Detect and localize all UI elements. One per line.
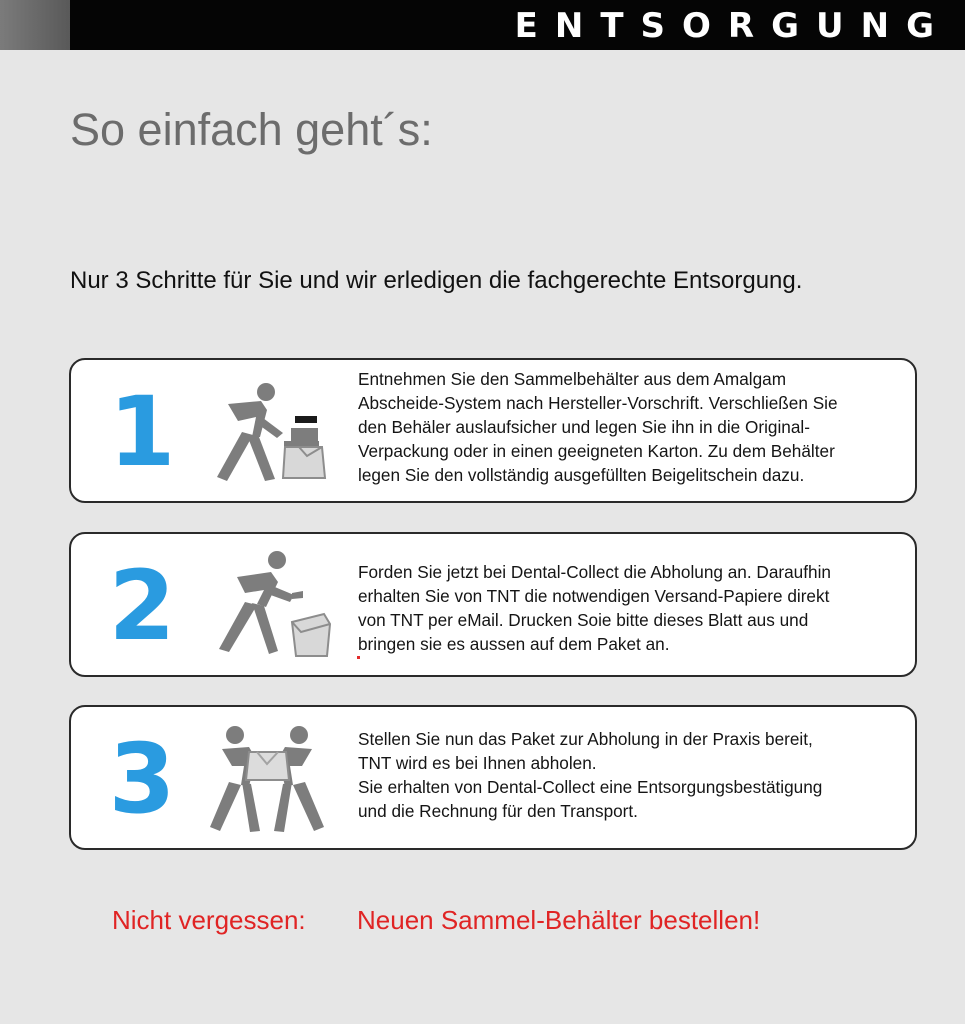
page-title: So einfach geht´s: xyxy=(70,104,433,155)
page-subtitle: Nur 3 Schritte für Sie und wir erledigen die fachgerechte Entsorgung. xyxy=(70,267,803,294)
person-labeling-box-icon xyxy=(203,548,343,664)
step-number-1: 1 xyxy=(108,376,176,488)
step-card-2 xyxy=(69,532,917,677)
step-number-3: 3 xyxy=(108,723,176,835)
header-title: ENTSORGUNG xyxy=(514,6,951,46)
step-number-2: 2 xyxy=(108,550,176,662)
step-description-3: Stellen Sie nun das Paket zur Abholung in der Praxis bereit, TNT wird es bei Ihnen abholen. Sie erhalten von Dental-Collect eine Entsorgungsbestätigung und die Rechnung für den Transport. xyxy=(358,729,823,821)
two-people-carrying-box-icon xyxy=(203,721,343,837)
reminder-text: Neuen Sammel-Behälter bestellen! xyxy=(357,905,761,935)
header-bar xyxy=(0,0,965,50)
step-description-1: Entnehmen Sie den Sammelbehälter aus dem Amalgam Abscheide-System nach Hersteller-Vorschrift. Verschließen Sie den Behäler auslaufsicher und legen Sie ihn in die Original- Verpackung oder in einen geeigneten Karton. Zu dem Behälter legen Sie den vollständig ausgefüllten Beigelitschein dazu. xyxy=(358,369,838,485)
red-dot-marker xyxy=(357,656,360,659)
step-description-2: Forden Sie jetzt bei Dental-Collect die Abholung an. Daraufhin erhalten Sie von TNT die notwendigen Versand-Papiere direkt von TNT per eMail. Drucken Soie bitte dieses Blatt aus und bringen sie es aussen auf dem Paket an. xyxy=(358,562,831,654)
reminder-label: Nicht vergessen: xyxy=(112,905,306,935)
person-packing-box-icon xyxy=(203,374,343,490)
step-card-3 xyxy=(69,705,917,850)
step-card-1 xyxy=(69,358,917,503)
header-accent-block xyxy=(0,0,70,50)
